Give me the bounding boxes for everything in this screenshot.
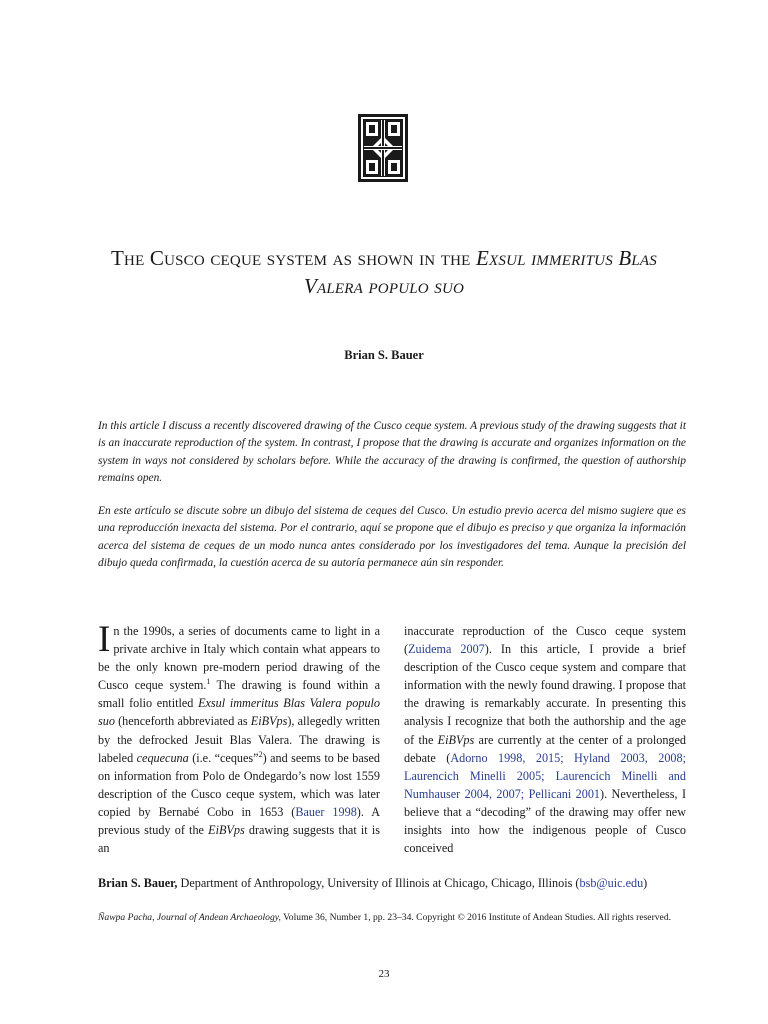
italic-text: EiBVps (437, 732, 475, 747)
body-text: are currently at the center of a prolonged debate ( (404, 732, 687, 765)
body-text: n the 1990s, a series of documents came to light in a private archive in Italy which contain what appears to be the only known pre-modern period drawing of the Cusco ceque system. (98, 624, 380, 693)
citation-link[interactable]: Bauer 1998 (295, 804, 357, 819)
italic-text: Exsul immeritus Blas Valera populo suo (98, 696, 380, 729)
body-column-left (98, 619, 380, 857)
body-text: (henceforth abbreviated as (114, 714, 251, 729)
journal-citation (98, 912, 698, 923)
title-line1-italic: Exsul immeritus Blas (476, 246, 657, 270)
citation-link[interactable]: Adorno 1998, 2015; Hyland 2003, 2008; Laurencich Minelli 2005; Laurencich Minelli and Numhauser 2004, 2007; Pellicani 2001 (404, 750, 686, 801)
body-text: ). In this article, I provide a brief description of the Cusco ceque system and compare that information with the newly found drawing. I propose that the drawing is remarkably accurate. In presenting this analysis I recognize that both the authorship and the age of the (404, 642, 686, 747)
title-line2-italic: Valera populo suo (303, 274, 465, 298)
drop-cap: I (98, 619, 111, 660)
abstract-spanish: En este artículo se discute sobre un dibujo del sistema de ceques del Cusco. Un estudio previo acerca del mismo sugiere que es una reproducción inexacta del sistema. Por el contrario, aquí se propone que el dibujo es preciso y que organiza la información acerca del sistema de ceques de un modo nunca antes considerado por los investigadores del tema. Aunque la precisión del dibujo queda confirmada, la cuestión acerca de su autoría permanece aún sin responder. (98, 505, 686, 570)
journal-name: Ñawpa Pacha, Journal of Andean Archaeology, (98, 912, 281, 923)
body-text: inaccurate reproduction of the Cusco ceque system ( (404, 624, 686, 657)
email-link[interactable]: bsb@uic.edu (579, 876, 644, 890)
body-text: drawing suggests that it is an (98, 823, 380, 856)
body-text: ) and seems to be based on information from Polo de Ondegardo’s now lost 1559 description of the Cusco ceque system, which was later copied by Bernabé Cobo in 1653 ( (98, 750, 380, 819)
body-text: ). A previous study of the (98, 804, 380, 838)
citation-link[interactable]: Zuidema 2007 (408, 642, 485, 657)
footnote-ref[interactable]: 2 (258, 749, 263, 759)
body-text: ). Nevertheless, I believe that a “decoding” of the drawing may offer new insights into how the indigenous people of Cusco conceived (404, 786, 687, 856)
journal-emblem-icon (358, 114, 408, 182)
body-column-right (404, 622, 686, 857)
body-text: The drawing is found within a small folio entitled (98, 678, 380, 711)
affiliation-close: ) (643, 876, 648, 890)
footnote-ref[interactable]: 1 (206, 677, 211, 687)
abstract-english: In this article I discuss a recently discovered drawing of the Cusco ceque system. A previous study of the drawing suggests that it is an inaccurate reproduction of the system. In contrast, I propose that the drawing is accurate and organizes information on the system in ways not considered by scholars before. While the accuracy of the drawing is confirmed, the question of authorship remains open. (98, 420, 686, 485)
affiliation-text: Department of Anthropology, University of Illinois at Chicago, Chicago, Illinois ( (177, 876, 580, 890)
body-text: ), allegedly written by the defrocked Jesuit Blas Valera. The drawing is labeled (98, 714, 380, 765)
journal-details: Volume 36, Number 1, pp. 23–34. Copyright © 2016 Institute of Andean Studies. All rights reserved. (280, 912, 672, 923)
italic-text: cequecuna (136, 750, 189, 765)
author-name: Brian S. Bauer (344, 348, 424, 362)
body-text: (i.e. “ceques” (188, 750, 259, 765)
title-line1-text: The Cusco ceque system as shown in the (111, 246, 476, 270)
italic-text: EiBVps (208, 823, 245, 838)
article-title (60, 244, 708, 300)
page-number: 23 (378, 968, 390, 980)
affiliation-name: Brian S. Bauer, (98, 876, 178, 890)
author-affiliation (98, 876, 698, 891)
italic-text: EiBVps (250, 714, 288, 729)
